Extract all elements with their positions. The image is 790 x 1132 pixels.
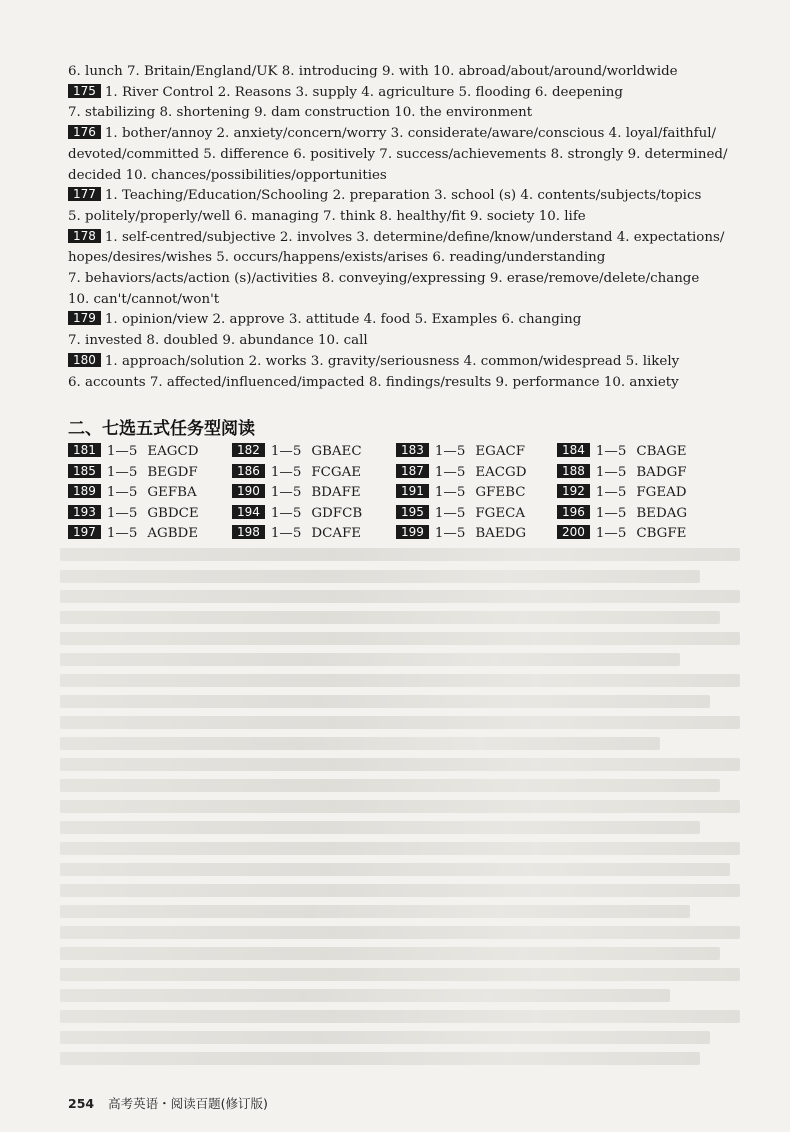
- answer-letters: BADGF: [636, 464, 687, 480]
- question-number-badge: 193: [68, 505, 101, 519]
- range-label: 1—5: [595, 485, 627, 501]
- range-label: 1—5: [595, 464, 627, 480]
- question-number-badge: 190: [232, 484, 265, 498]
- answer-line: [68, 83, 748, 104]
- question-number-badge: 200: [557, 525, 590, 539]
- question-number-badge: 183: [396, 443, 429, 457]
- question-number-badge: 177: [68, 187, 101, 201]
- answer-text: 10. can't/cannot/won't: [68, 291, 220, 307]
- range-label: 1—5: [595, 505, 627, 521]
- range-label: 1—5: [270, 464, 302, 480]
- answer-line: [68, 310, 748, 331]
- answer-text: 7. behaviors/acts/action (s)/activities 8. conveying/expressing 9. erase/remove/delete/change: [68, 271, 700, 287]
- answer-letters: FCGAE: [311, 464, 362, 480]
- answer-cell: [396, 463, 526, 484]
- answer-text: 1. Teaching/Education/Schooling 2. preparation 3. school (s) 4. contents/subjects/topics: [104, 188, 702, 204]
- answer-grid-row: [68, 442, 748, 463]
- answer-cell: [396, 483, 525, 504]
- question-number-badge: 176: [68, 125, 101, 139]
- answer-grid-row: [68, 504, 748, 525]
- question-number-badge: 196: [557, 505, 590, 519]
- question-number-badge: 187: [396, 464, 429, 478]
- answer-letters: BDAFE: [311, 485, 361, 501]
- range-label: 1—5: [270, 444, 302, 459]
- answer-grid-row: [68, 463, 748, 484]
- answer-cell: [396, 504, 525, 525]
- answer-line: [68, 269, 748, 290]
- answer-text: 7. stabilizing 8. shortening 9. dam construction 10. the environment: [68, 105, 533, 121]
- answer-cell: [232, 504, 362, 525]
- section-heading: 二、七选五式任务型阅读: [68, 419, 255, 439]
- answer-text: 1. approach/solution 2. works 3. gravity/seriousness 4. common/widespread 5. likely: [104, 353, 680, 369]
- question-number-badge: 197: [68, 525, 101, 539]
- answer-letters: GEFBA: [147, 485, 197, 501]
- answer-cell: [232, 483, 361, 504]
- answer-cell: [557, 483, 687, 504]
- question-number-badge: 186: [232, 464, 265, 478]
- answer-letters: EAGCD: [147, 444, 199, 459]
- answer-line: [68, 207, 748, 228]
- question-number-badge: 184: [557, 443, 590, 457]
- question-number-badge: 178: [68, 229, 101, 243]
- answer-line: [68, 331, 748, 352]
- question-number-badge: 180: [68, 353, 101, 367]
- question-number-badge: 189: [68, 484, 101, 498]
- answer-letters: BAEDG: [475, 526, 527, 542]
- answer-cell: [557, 524, 686, 545]
- range-label: 1—5: [106, 485, 138, 501]
- answer-letters: DCAFE: [311, 526, 362, 542]
- answer-cell: [68, 504, 199, 525]
- answer-cell: [68, 524, 198, 545]
- answer-text: 6. lunch 7. Britain/England/UK 8. introducing 9. with 10. abroad/about/around/worldwide: [68, 64, 678, 79]
- page-number: 254: [68, 1096, 95, 1111]
- answer-cell: [232, 442, 362, 463]
- answer-letters: EACGD: [475, 464, 527, 480]
- answer-letters: CBAGE: [636, 444, 687, 459]
- answer-text: 1. opinion/view 2. approve 3. attitude 4. food 5. Examples 6. changing: [104, 312, 582, 328]
- range-label: 1—5: [270, 485, 302, 501]
- answer-cell: [68, 463, 198, 484]
- answer-letters: BEGDF: [147, 464, 198, 480]
- answer-text: decided 10. chances/possibilities/opportunities: [68, 167, 387, 183]
- answer-letters: GDFCB: [311, 505, 363, 521]
- question-number-badge: 185: [68, 464, 101, 478]
- answer-text: hopes/desires/wishes 5. occurs/happens/exists/arises 6. reading/understanding: [68, 250, 606, 266]
- question-number-badge: 188: [557, 464, 590, 478]
- answer-grid-row: [68, 483, 748, 504]
- answer-line: [68, 373, 748, 394]
- answer-letters: GBDCE: [147, 505, 199, 521]
- answer-line: [68, 290, 748, 311]
- answer-cell: [68, 442, 198, 463]
- range-label: 1—5: [595, 444, 627, 459]
- answer-line: [68, 62, 748, 83]
- question-number-badge: 195: [396, 505, 429, 519]
- answer-cell: [232, 524, 361, 545]
- answer-line: [68, 124, 748, 145]
- range-label: 1—5: [434, 444, 466, 459]
- answer-letters: FGEAD: [636, 485, 687, 501]
- answer-cell: [232, 463, 361, 484]
- question-number-badge: 191: [396, 484, 429, 498]
- question-number-badge: 179: [68, 311, 101, 325]
- answer-cell: [68, 483, 197, 504]
- answer-cell: [557, 504, 687, 525]
- answer-text: 1. River Control 2. Reasons 3. supply 4. agriculture 5. flooding 6. deepening: [104, 84, 623, 100]
- range-label: 1—5: [434, 464, 466, 480]
- range-label: 1—5: [106, 526, 138, 542]
- range-label: 1—5: [270, 526, 302, 542]
- answer-cell: [557, 463, 687, 484]
- range-label: 1—5: [434, 505, 466, 521]
- range-label: 1—5: [434, 485, 466, 501]
- book-title: 高考英语・阅读百题(修订版): [108, 1096, 268, 1111]
- answer-letters: EGACF: [475, 444, 526, 459]
- question-number-badge: 192: [557, 484, 590, 498]
- answer-text: 7. invested 8. doubled 9. abundance 10. call: [68, 333, 368, 349]
- answer-cell: [396, 524, 526, 545]
- answer-key-grid: [68, 442, 748, 545]
- answer-letters: AGBDE: [147, 526, 199, 542]
- answer-grid-row: [68, 524, 748, 545]
- answer-text: 6. accounts 7. affected/influenced/impacted 8. findings/results 9. performance 10. anxiety: [68, 374, 679, 390]
- answer-letters: BEDAG: [636, 505, 688, 521]
- range-label: 1—5: [270, 505, 302, 521]
- answer-text: 5. politely/properly/well 6. managing 7. think 8. healthy/fit 9. society 10. life: [68, 208, 586, 224]
- question-number-badge: 194: [232, 505, 265, 519]
- question-number-badge: 175: [68, 84, 101, 98]
- answer-line: [68, 352, 748, 373]
- answer-letters: CBGFE: [636, 526, 687, 542]
- question-number-badge: 182: [232, 443, 265, 457]
- answer-cell: [557, 442, 687, 463]
- question-number-badge: 181: [68, 443, 101, 457]
- answer-line: [68, 103, 748, 124]
- range-label: 1—5: [106, 505, 138, 521]
- answer-line: [68, 248, 748, 269]
- answer-text: devoted/committed 5. difference 6. positively 7. success/achievements 8. strongly 9. determined/: [68, 146, 728, 162]
- answer-text: 1. bother/annoy 2. anxiety/concern/worry 3. considerate/aware/conscious 4. loyal/faithful/: [104, 126, 716, 142]
- answer-text: 1. self-centred/subjective 2. involves 3. determine/define/know/understand 4. expectations/: [104, 229, 725, 245]
- answer-line: [68, 166, 748, 187]
- answer-letters: GFEBC: [475, 485, 526, 501]
- range-label: 1—5: [106, 444, 138, 459]
- answer-letters: FGECA: [475, 505, 526, 521]
- answer-line: [68, 145, 748, 166]
- range-label: 1—5: [595, 526, 627, 542]
- question-number-badge: 199: [396, 525, 429, 539]
- range-label: 1—5: [434, 526, 466, 542]
- answer-line: [68, 186, 748, 207]
- question-number-badge: 198: [232, 525, 265, 539]
- answer-text-block: [68, 62, 748, 393]
- answer-cell: [396, 442, 525, 463]
- range-label: 1—5: [106, 464, 138, 480]
- answer-line: [68, 228, 748, 249]
- page-footer: [68, 1094, 268, 1112]
- answer-letters: GBAEC: [311, 444, 362, 459]
